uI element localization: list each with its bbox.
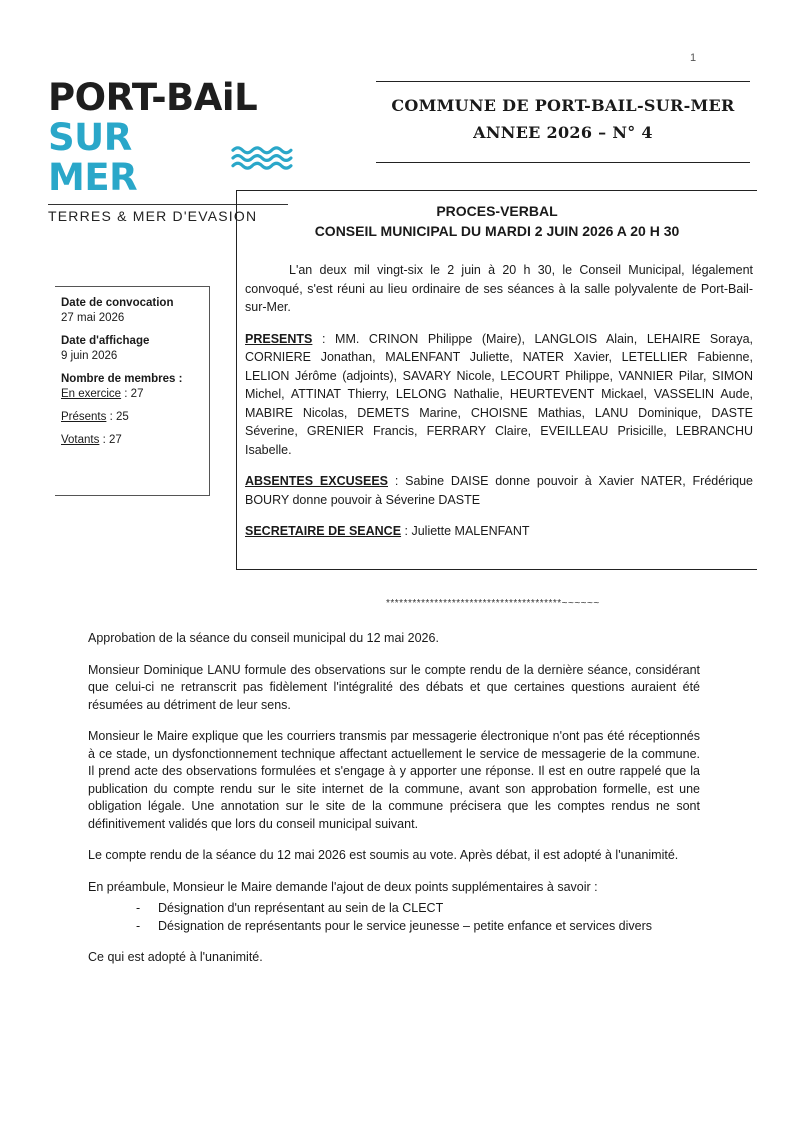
paragraph-preambule: En préambule, Monsieur le Maire demande l'ajout de deux points supplémentaires à savoir :	[88, 879, 598, 894]
separator: ****************************************~~~~~~	[386, 598, 600, 609]
logo-tagline: TERRES & MER D'EVASION	[48, 204, 288, 224]
pv-title-line1: PROCES-VERBAL	[436, 203, 558, 219]
exercice-value: : 27	[121, 388, 144, 400]
paragraph-adopted: Ce qui est adopté à l'unanimité.	[88, 950, 263, 964]
convocation-date: 27 mai 2026	[61, 312, 125, 324]
exercice-row	[61, 387, 209, 402]
document-header	[376, 81, 750, 163]
presents-paragraph	[245, 330, 753, 460]
pv-intro: L'an deux mil vingt-six le 2 juin à 20 h 30, le Conseil Municipal, légalement convoqué, s'est réuni au lieu ordinaire de ses séances à la salle polyvalente de Port-Bail-sur-Mer.	[245, 263, 753, 314]
presents-count: : 25	[106, 411, 129, 423]
membres-group	[61, 372, 209, 402]
presents-count-label: Présents	[61, 411, 107, 423]
secretaire-paragraph	[245, 522, 753, 541]
affichage-date: 9 juin 2026	[61, 350, 118, 362]
paragraph-approbation: Approbation de la séance du conseil municipal du 12 mai 2026.	[88, 631, 439, 645]
meeting-info-box	[55, 286, 210, 496]
affichage-group	[61, 334, 209, 364]
page-number: 1	[690, 52, 697, 64]
presents-list: : MM. CRINON Philippe (Maire), LANGLOIS Alain, LEHAIRE Soraya, CORNIERE Jonathan, MALENFANT Juliette, NATER Xavier, LETELLIER Fabienne, LELION Jérôme (adjoints), SAVARY Nicole, LECOURT Philippe, VANNIER Pilar, SIMON Michel, ATTINAT Thierry, LELONG Nathalie, HEURTEVENT Mickael, VASSELIN Aude, MABIRE Nicolas, DEMETS Marine, CHOISNE Mathias, LANU Dominique, DASTE Séverine, GRENIER Francis, FERRARY Claire, EVEILLEAU Prisicille, LEBRANCHU Isabelle.	[245, 331, 753, 457]
pv-title-line2: CONSEIL MUNICIPAL DU MARDI 2 JUIN 2026 A 20 H 30	[314, 223, 680, 239]
votants-label: Votants	[61, 434, 100, 446]
absentes-list: : Sabine DAISE donne pouvoir à Xavier NATER, Frédérique BOURY donne pouvoir à Séverine DASTE	[245, 474, 753, 507]
membres-label: Nombre de membres :	[61, 373, 183, 385]
affichage-label: Date d'affichage	[61, 335, 150, 347]
pv-body	[245, 261, 753, 554]
convocation-group	[61, 296, 209, 326]
list-item: - Désignation d'un représentant au sein de la CLECT	[136, 900, 700, 918]
header-year-number: ANNEE 2026 – N° 4	[473, 123, 653, 142]
list-item: - Désignation de représentants pour le service jeunesse – petite enfance et services divers	[136, 918, 700, 936]
exercice-label: En exercice	[61, 388, 122, 400]
absentes-label: ABSENTES EXCUSEES	[245, 474, 388, 488]
logo-title: PORT-BAiL	[48, 76, 258, 119]
paragraph-observations: Monsieur Dominique LANU formule des observations sur le compte rendu de la dernière séance, considérant que celui-ci ne retranscrit pas fidèlement l'intégralité des débats et que certaines questions auraient été résumées au détriment de leur sens.	[88, 662, 700, 712]
votants-group	[61, 433, 209, 448]
paragraph-vote: Le compte rendu de la séance du 12 mai 2026 est soumis au vote. Après débat, il est adopté à l'unanimité.	[88, 848, 679, 862]
votants-count: : 27	[99, 434, 122, 446]
waves-icon	[231, 143, 293, 173]
presents-label: PRESENTS	[245, 331, 313, 346]
paragraph-maire-response: Monsieur le Maire explique que les courriers transmis par messagerie électronique n'ont pas été réceptionnés à ce stade, un dysfonctionnement technique affectant actuellement le service de messagerie de la commune. Il prend acte des observations formulées et s'engage à y apporter une réponse. Il est en outre rappelé que la publication du compte rendu sur le site internet de la commune, avant son approbation formelle, est une obligation légale. Une annotation sur le site de la commune précisera que les comptes rendus ne sont définitivement validés que lors du conseil municipal suivant.	[88, 729, 700, 831]
convocation-label: Date de convocation	[61, 297, 174, 309]
minutes-body	[88, 630, 700, 981]
header-commune: COMMUNE DE PORT-BAIL-SUR-MER	[391, 96, 735, 115]
pv-title	[237, 201, 757, 241]
secretaire-name: : Juliette MALENFANT	[401, 524, 530, 538]
added-points-list	[88, 900, 700, 935]
secretaire-label: SECRETAIRE DE SEANCE	[245, 524, 402, 538]
logo-subtitle-row	[48, 118, 293, 198]
proces-verbal-box	[236, 190, 757, 570]
absentes-paragraph	[245, 472, 753, 509]
logo-subtitle: SUR MER	[48, 116, 138, 199]
presents-group	[61, 410, 209, 425]
